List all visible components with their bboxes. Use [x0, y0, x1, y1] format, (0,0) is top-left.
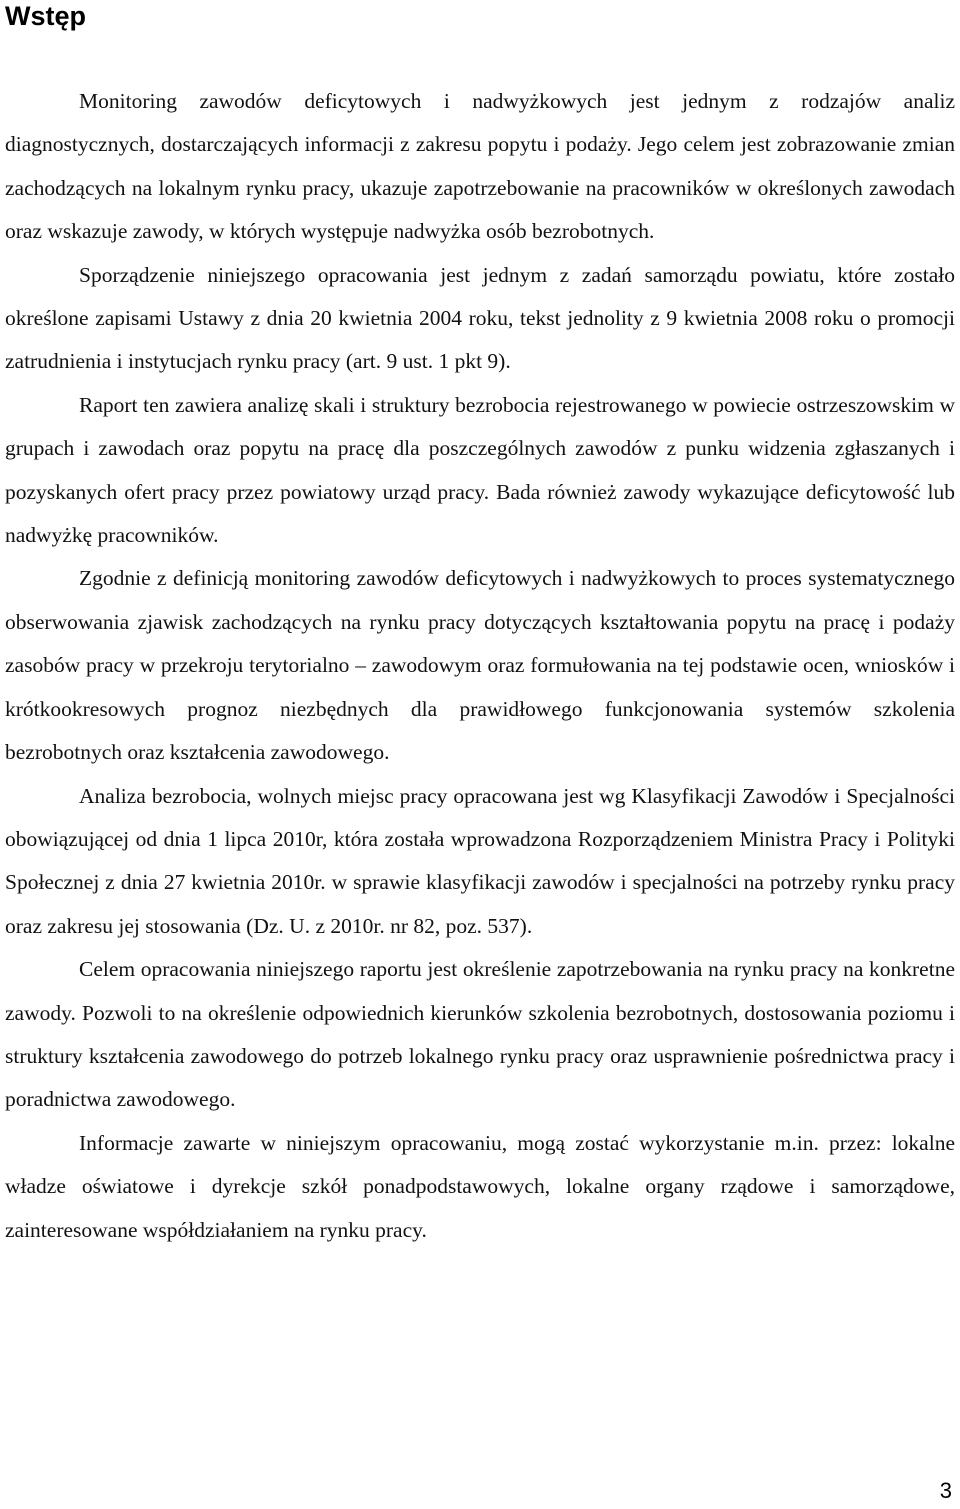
paragraph-intro: Monitoring zawodów deficytowych i nadwyżkowych jest jednym z rodzajów analiz diagnostycznych, dostarczających informacji z zakresu popytu i podaży. Jego celem jest zobrazowanie zmian zachodzących na lokalnym rynku pracy, ukazuje zapotrzebowanie na pracowników w określonych zawodach oraz wskazuje zawody, w których występuje nadwyżka osób bezrobotnych.	[5, 89, 955, 244]
body-text	[5, 80, 955, 1252]
paragraph-purpose: Celem opracowania niniejszego raportu jest określenie zapotrzebowania na rynku pracy na konkretne zawody. Pozwoli to na określenie odpowiednich kierunków szkolenia bezrobotnych, dostosowania poziomu i struktury kształcenia zawodowego do potrzeb lokalnego rynku pracy oraz usprawnienie pośrednictwa pracy i poradnictwa zawodowego.	[5, 957, 955, 1112]
paragraph-report-scope: Raport ten zawiera analizę skali i struktury bezrobocia rejestrowanego w powiecie ostrzeszowskim w grupach i zawodach oraz popytu na pracę dla poszczególnych zawodów z punku widzenia zgłaszanych i pozyskanych ofert pracy przez powiatowy urząd pracy. Bada również zawody wykazujące deficytowość lub nadwyżkę pracowników.	[5, 392, 955, 548]
paragraph-definition: Zgodnie z definicją monitoring zawodów deficytowych i nadwyżkowych to proces systematycznego obserwowania zjawisk zachodzących na rynku pracy dotyczących kształtowania popytu na pracę i podaży zasobów pracy w przekroju terytorialno – zawodowym oraz formułowania na tej podstawie ocen, wniosków i krótkookresowych prognoz niezbędnych dla prawidłowego funkcjonowania systemów szkolenia bezrobotnych oraz kształcenia zawodowego.	[5, 566, 955, 765]
page-title: Wstęp	[5, 1, 86, 31]
paragraph-classification: Analiza bezrobocia, wolnych miejsc pracy opracowana jest wg Klasyfikacji Zawodów i Specjalności obowiązującej od dnia 1 lipca 2010r, która została wprowadzona Rozporządzeniem Ministra Pracy i Polityki Społecznej z dnia 27 kwietnia 2010r. w sprawie klasyfikacji zawodów i specjalności na potrzeby rynku pracy oraz zakresu jej stosowania (Dz. U. z 2010r. nr 82, poz. 537).	[5, 783, 955, 938]
paragraph-legal-basis: Sporządzenie niniejszego opracowania jest jednym z zadań samorządu powiatu, które zostało określone zapisami Ustawy z dnia 20 kwietnia 2004 roku, tekst jednolity z 9 kwietnia 2008 roku o promocji zatrudnienia i instytucjach rynku pracy (art. 9 ust. 1 pkt 9).	[5, 262, 955, 374]
paragraph-audience: Informacje zawarte w niniejszym opracowaniu, mogą zostać wykorzystanie m.in. przez: lokalne władze oświatowe i dyrekcje szkół ponadpodstawowych, lokalne organy rządowe i samorządowe, zainteresowane współdziałaniem na rynku pracy.	[5, 1130, 955, 1242]
page-number: 3	[939, 1478, 952, 1503]
